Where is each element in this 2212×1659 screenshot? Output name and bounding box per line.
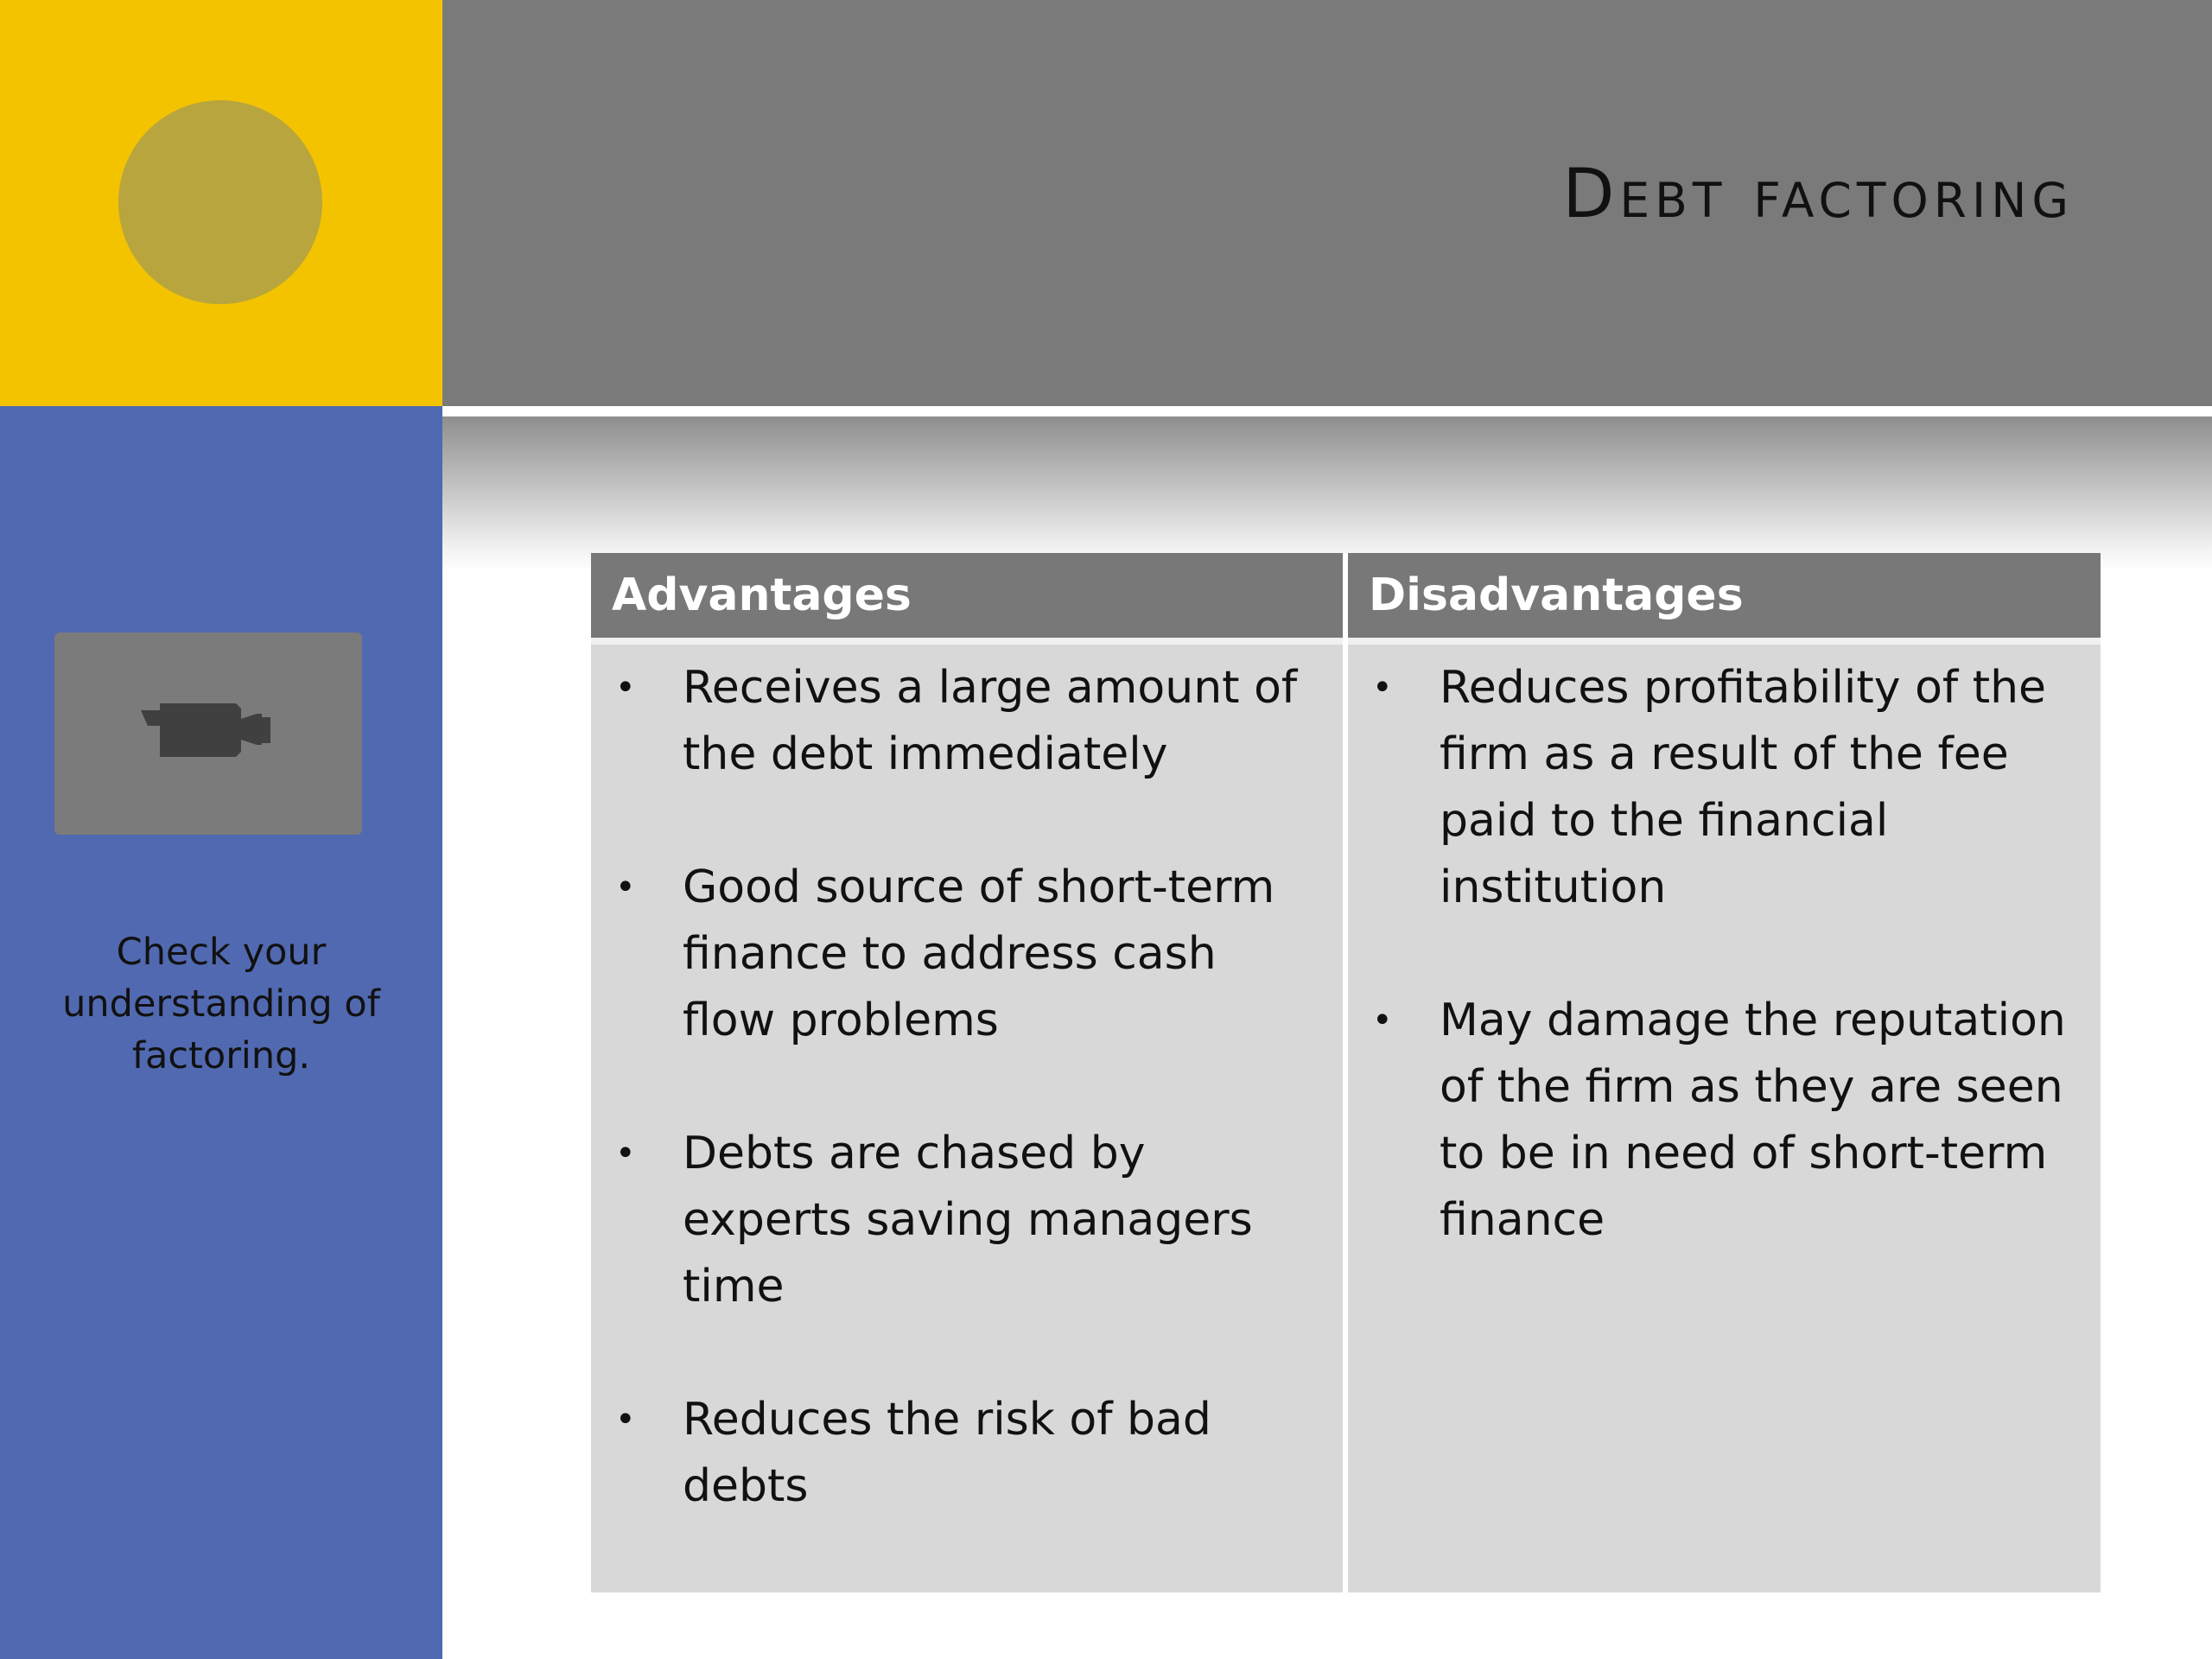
divider-line (442, 406, 2212, 416)
disadvantages-list (1348, 655, 2101, 1320)
bullet-icon: • (615, 1400, 636, 1440)
list-item: • Good source of short-term finance to address cash flow problems (591, 855, 1343, 1054)
disadvantages-column (1348, 553, 2101, 1592)
title-bar (442, 0, 2212, 406)
advantages-list (591, 655, 1343, 1586)
list-item: • Reduces the risk of bad debts (591, 1387, 1343, 1520)
comparison-table (591, 553, 2101, 1592)
advantages-header-label: Advantages (612, 569, 912, 621)
list-item: • Receives a large amount of the debt immediately (591, 655, 1343, 788)
sidebar (0, 406, 442, 1659)
yellow-corner-block (0, 0, 442, 406)
video-thumbnail[interactable] (54, 632, 362, 835)
sidebar-caption: Check your understanding of factoring. (62, 931, 380, 1077)
bullet-icon: • (1372, 668, 1393, 708)
gradient-band (442, 416, 2212, 572)
list-item: • May damage the reputation of the firm as they are seen to be in need of short-term finance (1348, 988, 2101, 1254)
list-item: • Debts are chased by experts saving managers time (591, 1121, 1343, 1320)
bullet-icon: • (615, 1134, 636, 1173)
disadvantages-header-label: Disadvantages (1369, 569, 1744, 621)
slide-title: Debt factoring (1562, 156, 2074, 233)
advantages-column (591, 553, 1343, 1592)
bullet-icon: • (615, 868, 636, 907)
bullet-icon: • (1372, 1001, 1393, 1040)
bullet-icon: • (615, 668, 636, 708)
disadvantages-header (1348, 553, 2101, 645)
decorative-circle (118, 100, 322, 304)
list-item: • Reduces profitability of the firm as a result of the fee paid to the financial institution (1348, 655, 2101, 921)
advantages-header (591, 553, 1343, 645)
video-camera-icon (141, 702, 279, 762)
